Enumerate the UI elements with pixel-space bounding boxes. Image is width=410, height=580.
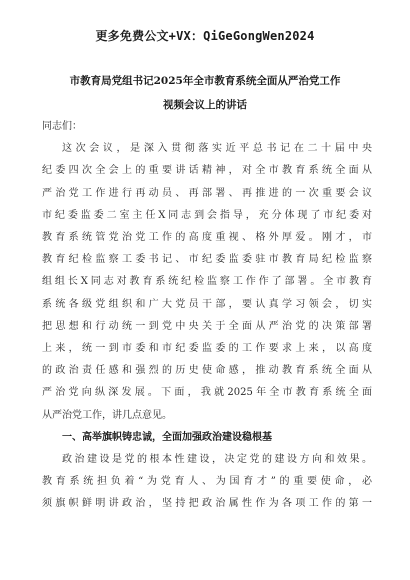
title-line-1: 市教育局党组书记2025年全市教育系统全面从严治党工作 [69,75,341,87]
paragraph-line: 上来，统一到市委和市纪委监委的工作要求上来，以高度 [42,343,372,355]
paragraph-line: 的政治责任感和强烈的历史使命感，推动教育系统全面从 [42,365,372,377]
paragraph-line: 严治党向纵深发展。下面，我就2025年全市教育系统全面 [42,387,372,399]
title-line-2: 视频会议上的讲话 [163,99,247,111]
paragraph-line: 纪委四次全会上的重要讲话精神，对全市教育系统全面从 [42,165,372,177]
paragraph-line: 系统各级党组织和广大党员干部，要认真学习领会，切实 [42,298,372,310]
paragraph-line: 市纪委监委二室主任X同志到会指导，充分体现了市纪委对 [42,209,372,221]
salutation: 同志们： [42,121,82,132]
paragraph-line: 组组长X同志对教育系统纪检监察工作作了部署。全市教育 [42,276,372,288]
paragraph-line: 教育纪检监察工委书记、市纪委监委驻市教育局纪检监察 [42,254,372,266]
paragraph-line: 教育系统担负着“为党育人、为国育才”的重要使命，必 [42,476,372,488]
document-body [42,116,372,516]
paragraph-line: 须旗帜鲜明讲政治，坚持把政治属性作为各项工作的第一 [42,498,372,510]
document-title [40,69,370,117]
paragraph-line: 这次会议，是深入贯彻落实近平总书记在二十届中央 [62,143,372,155]
paragraph-line: 从严治党工作，讲几点意见。 [42,409,172,421]
paragraph-line: 严治党工作进行再动员、再部署、再推进的一次重要会议 [42,187,372,199]
section-heading: 一、高举旗帜铸忠诚，全面加强政治建设稳根基 [62,431,272,443]
paragraph-line: 把思想和行动统一到党中央关于全面从严治党的决策部署 [42,320,372,332]
header-note: 更多免费公文+VX：QiGeGongWen2024 [95,29,315,43]
paragraph-line: 政治建设是党的根本性建设，决定党的建设方向和效果。 [62,454,372,466]
paragraph-line: 教育系统管党治党工作的高度重视、格外厚爱。刚才，市 [42,232,372,244]
